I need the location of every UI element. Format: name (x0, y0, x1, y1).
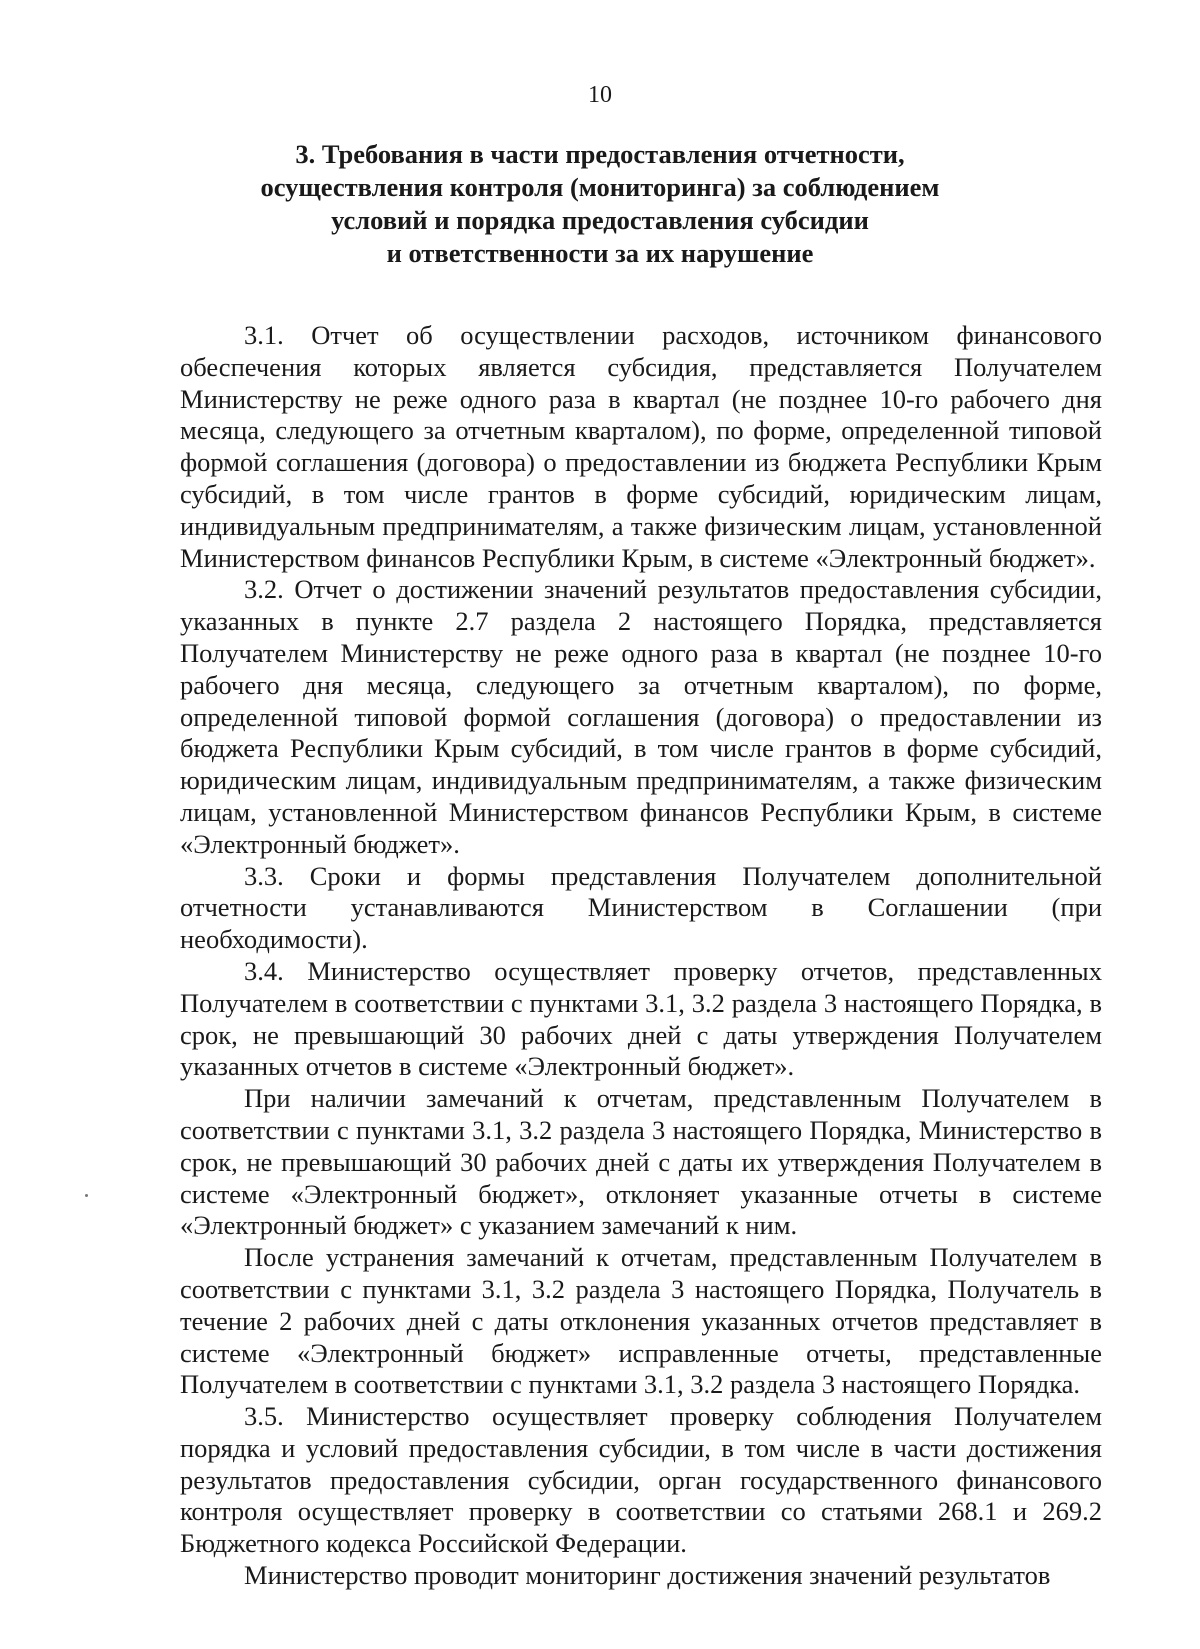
paragraph-3-1: 3.1. Отчет об осуществлении расходов, источником финансового обеспечения которых является субсидия, представляется Получателем Министерству не реже одного раза в квартал (не позднее 10-го рабочего дня месяца, следующего за отчетным кварталом), по форме, определенной типовой формой соглашения (договора) о предоставлении из бюджета Республики Крым субсидий, в том числе грантов в форме субсидий, юридическим лицам, индивидуальным предпринимателям, а также физическим лицам, установленной Министерством финансов Республики Крым, в системе «Электронный бюджет». (180, 320, 1102, 573)
paragraph-corrections: После устранения замечаний к отчетам, представленным Получателем в соответствии с пунктами 3.1, 3.2 раздела 3 настоящего Порядка, Получатель в течение 2 рабочих дней с даты отклонения указанных отчетов представляет в системе «Электронный бюджет» исправленные отчеты, представленные Получателем в соответствии с пунктами 3.1, 3.2 раздела 3 настоящего Порядка. (180, 1242, 1102, 1400)
paragraph-3-5: 3.5. Министерство осуществляет проверку соблюдения Получателем порядка и условий предоставления субсидии, в том числе в части достижения результатов предоставления субсидии, орган государственного финансового контроля осуществляет проверку в соответствии со статьями 268.1 и 269.2 Бюджетного кодекса Российской Федерации. (180, 1401, 1102, 1559)
section-heading-line-3: условий и порядка предоставления субсидии (331, 205, 869, 235)
paragraph-3-2: 3.2. Отчет о достижении значений результатов предоставления субсидии, указанных в пункте 2.7 раздела 2 настоящего Порядка, представляется Получателем Министерству не реже одного раза в квартал (не позднее 10-го рабочего дня месяца, следующего за отчетным кварталом), по форме, определенной типовой формой соглашения (договора) о предоставлении из бюджета Республики Крым субсидий, в том числе грантов в форме субсидий, юридическим лицам, индивидуальным предпринимателям, а также физическим лицам, установленной Министерством финансов Республики Крым, в системе «Электронный бюджет». (180, 574, 1102, 859)
section-heading-line-2: осуществления контроля (мониторинга) за соблюдением (260, 172, 940, 202)
section-heading-line-1: 3. Требования в части предоставления отчетности, (295, 139, 905, 169)
paragraph-monitoring: Министерство проводит мониторинг достижения значений результатов (244, 1560, 1051, 1591)
section-heading (180, 138, 1020, 270)
section-heading-line-4: и ответственности за их нарушение (386, 238, 814, 268)
paragraph-3-3: 3.3. Сроки и формы представления Получателем дополнительной отчетности устанавливаются Министерством в Соглашении (при необходимости). (180, 860, 1102, 955)
scan-speck (85, 1194, 88, 1197)
page-number: 10 (588, 82, 612, 108)
paragraph-remarks: При наличии замечаний к отчетам, представленным Получателем в соответствии с пунктами 3.1, 3.2 раздела 3 настоящего Порядка, Министерство в срок, не превышающий 30 рабочих дней с даты их утверждения Получателем в системе «Электронный бюджет», отклоняет указанные отчеты в системе «Электронный бюджет» с указанием замечаний к ним. (180, 1083, 1102, 1241)
document-body (180, 320, 1102, 1592)
paragraph-3-4: 3.4. Министерство осуществляет проверку отчетов, представленных Получателем в соответствии с пунктами 3.1, 3.2 раздела 3 настоящего Порядка, в срок, не превышающий 30 рабочих дней с даты утверждения Получателем указанных отчетов в системе «Электронный бюджет». (180, 955, 1102, 1082)
